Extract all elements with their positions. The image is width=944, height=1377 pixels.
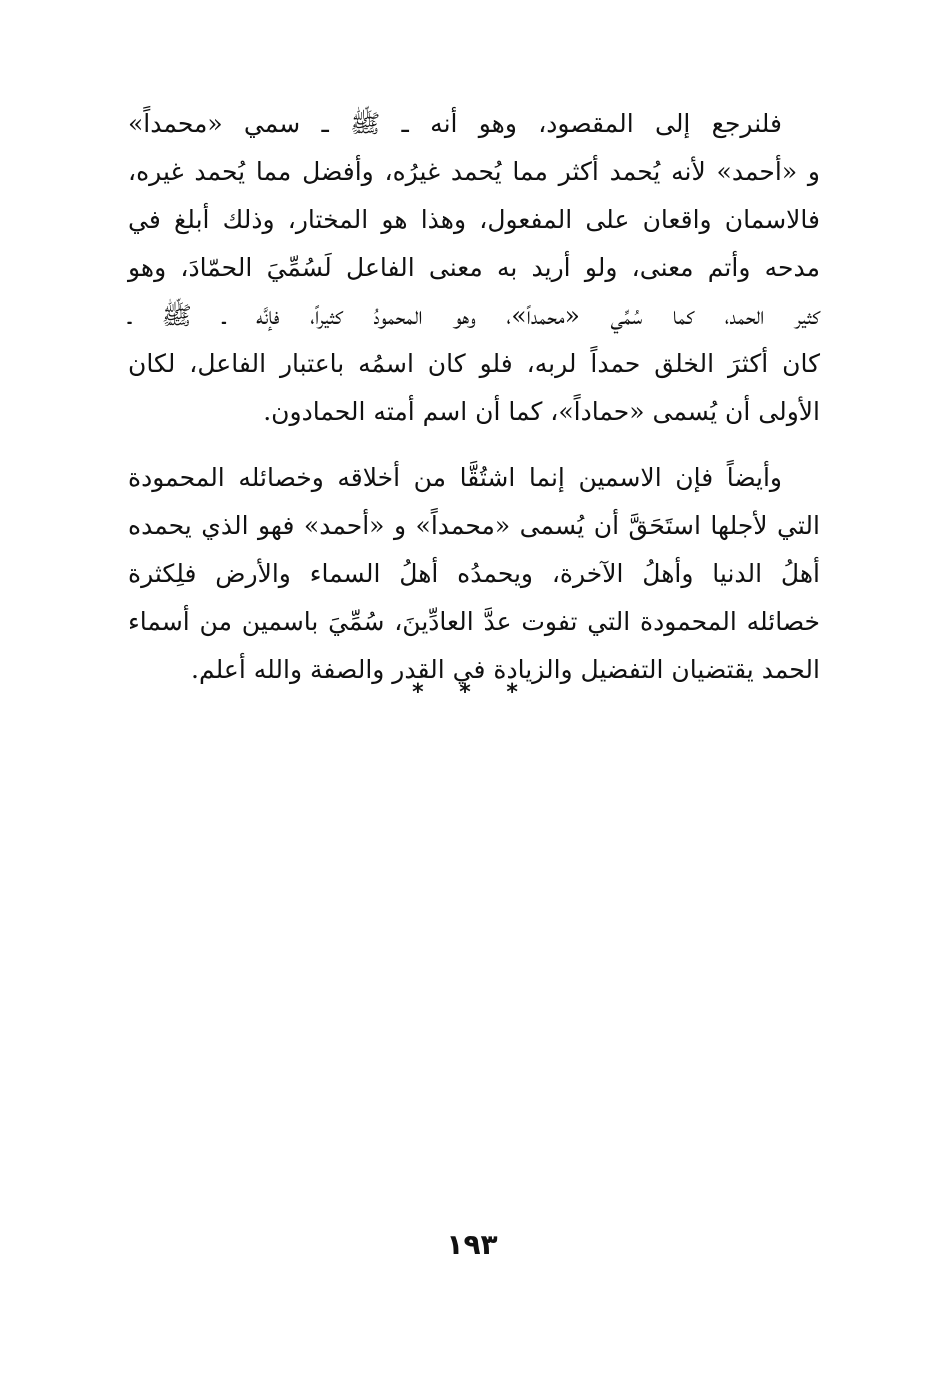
body-text bbox=[128, 100, 820, 694]
text-line: فالاسمان واقعان على المفعول، وهذا هو المختار، وذلك أبلغ في bbox=[128, 205, 820, 234]
text-line: التي لأجلها استَحَقَّ أن يُسمى «محمداً» و «أحمد» فهو الذي يحمده bbox=[128, 511, 820, 540]
paragraph bbox=[128, 100, 820, 436]
text-line: أهلُ الدنيا وأهلُ الآخرة، ويحمدُه أهلُ السماء والأرض فلِكثرة bbox=[128, 559, 820, 588]
paragraph bbox=[128, 454, 820, 694]
text-line: الحمد يقتضيان التفضيل والزيادة في القدر والصفة والله أعلم. bbox=[191, 655, 820, 684]
text-line: مدحه وأتم معنى، ولو أريد به معنى الفاعل لَسُمِّيَ الحمّادَ، وهو bbox=[128, 253, 820, 282]
text-line: كثير الحمد، كما سُمِّي «محمداً»، وهو المحمودُ كثيراً، فإنَّه ـ ﷺ ـ bbox=[128, 301, 820, 330]
text-line: الأولى أن يُسمى «حماداً»، كما أن اسم أمته الحمادون. bbox=[263, 397, 820, 426]
text-line: خصائله المحمودة التي تفوت عدَّ العادِّينَ، سُمِّيَ باسمين من أسماء bbox=[128, 607, 820, 636]
page-number: ١٩٣ bbox=[446, 1228, 498, 1261]
text-line: فلنرجع إلى المقصود، وهو أنه ـ ﷺ ـ سمي «محمداً» bbox=[128, 109, 782, 138]
text-line: وأيضاً فإن الاسمين إنما اشتُقَّا من أخلاقه وخصائله المحمودة bbox=[128, 463, 782, 492]
text-line: و «أحمد» لأنه يُحمد أكثر مما يُحمد غيرُه، وأفضل مما يُحمد غيره، bbox=[128, 157, 820, 186]
text-line: كان أكثرَ الخلق حمداً لربه، فلو كان اسمُه باعتبار الفاعل، لكان bbox=[128, 349, 820, 378]
section-separator: * * * bbox=[412, 680, 532, 705]
